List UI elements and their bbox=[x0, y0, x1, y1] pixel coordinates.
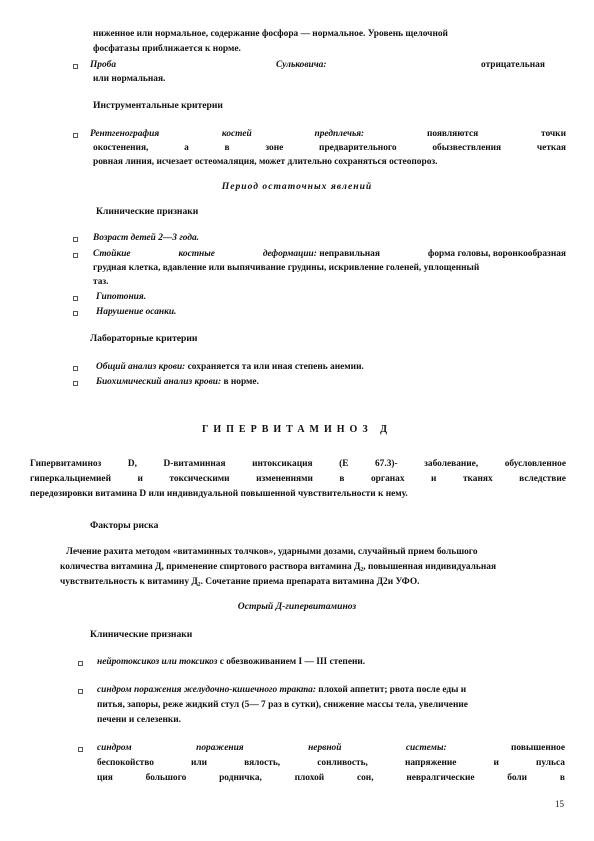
word: D, bbox=[127, 459, 137, 469]
word: сонливость, bbox=[317, 758, 368, 768]
gi-label: синдром поражения желудочно-кишечного тракта: bbox=[97, 685, 316, 695]
gi-text: плохой аппетит; рвота после еды и bbox=[318, 685, 467, 695]
word: четкая bbox=[536, 143, 566, 153]
bullet-icon bbox=[73, 253, 78, 258]
deformity-line-1 bbox=[93, 248, 566, 260]
sulkovich-value: отрицательная bbox=[481, 60, 545, 70]
bullet-icon bbox=[78, 747, 83, 752]
word: неправильная bbox=[319, 249, 380, 259]
bullet-icon bbox=[73, 64, 78, 69]
hyper-para-line-1 bbox=[30, 458, 566, 470]
blood-label: Общий анализ крови: bbox=[96, 362, 186, 372]
word: токсическими bbox=[169, 474, 230, 484]
bullet-icon bbox=[73, 311, 78, 316]
text-line bbox=[96, 376, 259, 388]
word: пульса bbox=[535, 758, 565, 768]
xray-line-2 bbox=[93, 142, 566, 154]
neuro-text: с обезвоживанием I — III степени. bbox=[219, 657, 366, 667]
bullet-icon bbox=[73, 366, 78, 371]
word: поражения bbox=[196, 743, 244, 753]
text-line bbox=[96, 361, 364, 373]
bullet-icon bbox=[73, 237, 78, 242]
blood-text: сохраняется та или иная степень анемии. bbox=[187, 362, 364, 372]
word: вследствие bbox=[519, 474, 566, 484]
text-line: ровная линия, исчезает остеомаляция, может длительно сохраняться остеопороз. bbox=[93, 157, 438, 167]
text-line: чувствительность к витамину Д₂. Сочетание приема препарата витамина Д2и УФО. bbox=[60, 577, 420, 587]
section-heading: Лабораторные критерии bbox=[90, 333, 198, 344]
word: в bbox=[559, 773, 565, 783]
text-line: таз. bbox=[93, 277, 109, 287]
word: большого bbox=[145, 773, 187, 783]
word: синдром bbox=[97, 743, 132, 753]
word: а bbox=[184, 143, 189, 153]
word: окостенения, bbox=[93, 143, 149, 153]
word: точки bbox=[540, 129, 566, 139]
word: D-витаминная bbox=[163, 459, 226, 469]
word: заболевание, bbox=[424, 459, 479, 469]
word: в bbox=[339, 474, 345, 484]
bullet-icon bbox=[73, 296, 78, 301]
xray-line-1 bbox=[90, 128, 566, 140]
word: обусловленное bbox=[504, 459, 566, 469]
text-line: фосфатазы приближается к норме. bbox=[93, 44, 241, 54]
word: органах bbox=[370, 474, 405, 484]
word: Рентгенография bbox=[90, 129, 160, 139]
text-line: Возраст детей 2—3 года. bbox=[93, 233, 200, 243]
word: напряжение bbox=[404, 758, 457, 768]
word: нервной bbox=[308, 743, 342, 753]
word: системы: bbox=[405, 743, 447, 753]
bullet-icon bbox=[73, 133, 78, 138]
text-line: питья, запоры, реже жидкий стул (5— 7 раз в сутки), снижение массы тела, увеличение bbox=[97, 700, 468, 710]
bio-label: Биохимический анализ крови: bbox=[96, 377, 222, 387]
text-line: количества витамина Д, применение спиртового раствора витамина Д₂, повышенная индивидуальная bbox=[60, 562, 497, 572]
word: деформации: bbox=[262, 249, 317, 259]
text-line: передозировки витамина D или индивидуальной повышенной чувствительности к нему. bbox=[30, 489, 408, 499]
text-line: печени и селезенки. bbox=[97, 715, 182, 725]
bullet-icon bbox=[78, 689, 83, 694]
word: плохой bbox=[294, 773, 325, 783]
word: форма головы, воронкообразная bbox=[427, 249, 566, 259]
word: интоксикация bbox=[252, 459, 313, 469]
sulkovich-label-a: Проба bbox=[90, 60, 117, 70]
section-heading: Факторы риска bbox=[90, 520, 159, 531]
word: обызвествления bbox=[432, 143, 502, 153]
sulkovich-label-b: Сульковича: bbox=[276, 60, 327, 70]
word: ция bbox=[97, 773, 113, 783]
word: Гипервитаминоз bbox=[30, 459, 102, 469]
text-line: грудная клетка, вдавление или выпячивание грудины, искривление голеней, уплощенный bbox=[93, 263, 480, 273]
hyper-para-line-2 bbox=[30, 473, 566, 485]
word: костные bbox=[178, 249, 215, 259]
word: боли bbox=[507, 773, 528, 783]
text-line: Гипотония. bbox=[96, 292, 147, 302]
page-number: 15 bbox=[555, 799, 564, 809]
section-heading: Клинические признаки bbox=[96, 206, 199, 217]
word: и bbox=[431, 474, 437, 484]
text-line bbox=[97, 684, 466, 696]
text-line: ниженное или нормальное, содержание фосфора — нормальное. Уровень щелочной bbox=[93, 29, 448, 39]
section-heading: Клинические признаки bbox=[90, 629, 193, 640]
ns-line-1 bbox=[97, 742, 565, 754]
word: беспокойство bbox=[97, 758, 154, 768]
word: зоне bbox=[265, 143, 284, 153]
bio-text: в норме. bbox=[223, 377, 259, 387]
text-line: Лечение рахита методом «витаминных толчков», ударными дозами, случайный прием большого bbox=[66, 547, 478, 557]
chapter-title: ГИПЕРВИТАМИНОЗ Д bbox=[202, 424, 392, 435]
word: (E bbox=[339, 459, 349, 469]
text-line: Нарушение осанки. bbox=[96, 307, 177, 317]
word: гиперкальциемией bbox=[30, 474, 111, 484]
word: появляются bbox=[426, 129, 479, 139]
word: невралгические bbox=[406, 773, 475, 783]
word: 67.3)- bbox=[374, 459, 398, 469]
bullet-icon bbox=[78, 661, 83, 666]
text-line bbox=[97, 656, 365, 668]
word: или bbox=[190, 758, 208, 768]
word: и bbox=[493, 758, 499, 768]
text-line: или нормальная. bbox=[93, 74, 166, 84]
section-heading: Инструментальные критерии bbox=[93, 100, 223, 111]
word: вялость, bbox=[244, 758, 281, 768]
word: в bbox=[224, 143, 230, 153]
word: изменениями bbox=[256, 474, 313, 484]
word: предварительного bbox=[319, 143, 397, 153]
word: сон, bbox=[356, 773, 374, 783]
word: Стойкие bbox=[93, 249, 131, 259]
word: повышенное bbox=[511, 743, 565, 753]
section-title: Период остаточных явлений bbox=[221, 181, 373, 192]
word: и bbox=[137, 474, 143, 484]
ns-line-2 bbox=[97, 757, 565, 769]
word: костей bbox=[221, 129, 252, 139]
ns-line-3 bbox=[97, 772, 565, 784]
neuro-label: нейротоксикоз или токсикоз bbox=[97, 657, 218, 667]
section-title: Острый Д-гипервитаминоз bbox=[237, 601, 357, 612]
word: предплечья: bbox=[314, 129, 365, 139]
word: тканях bbox=[462, 474, 493, 484]
bullet-icon bbox=[73, 381, 78, 386]
word: родничка, bbox=[219, 773, 262, 783]
